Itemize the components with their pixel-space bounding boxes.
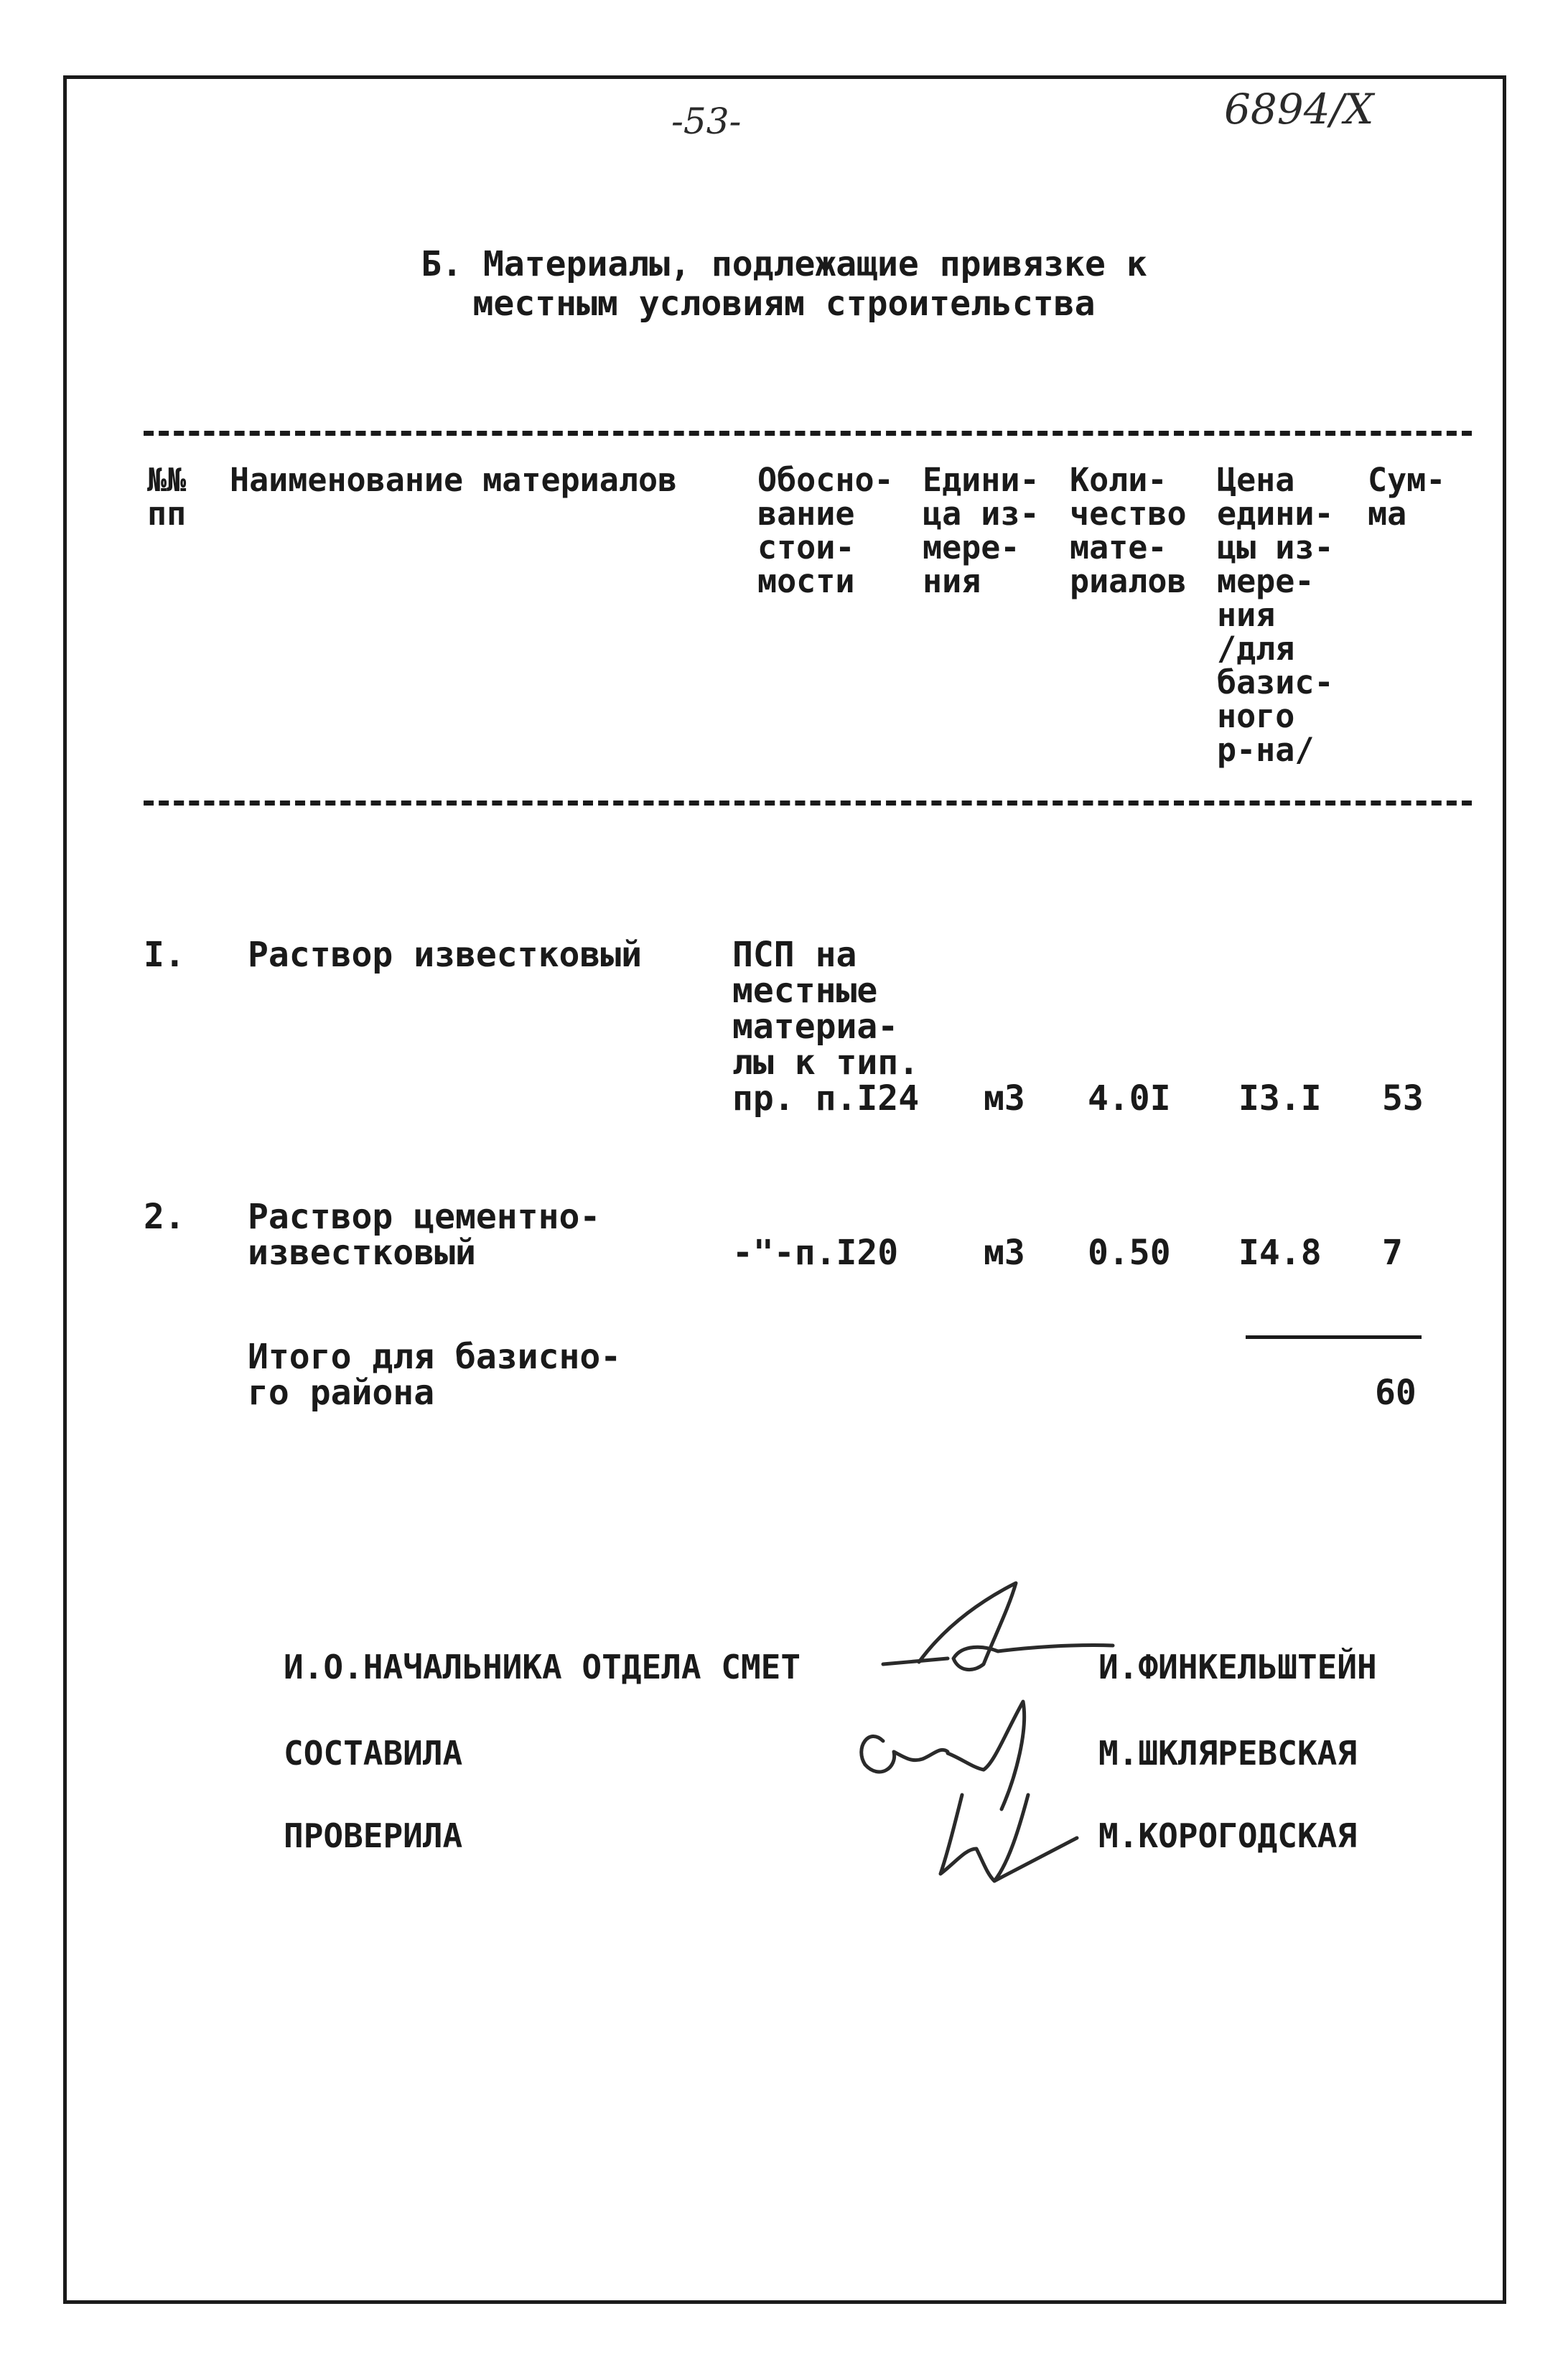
row-2-quantity: 0.50 <box>1088 1233 1171 1273</box>
section-title-line2: местным условиям строительства <box>472 284 1096 324</box>
signature-role-2: СОСТАВИЛА <box>284 1734 463 1773</box>
header-price: Цена едини- цы из- мере- ния /для базис- ного р-на/ <box>1217 461 1334 769</box>
header-quantity: Коли- чество мате- риалов <box>1070 461 1187 600</box>
header-unit: Едини- ца из- мере- ния <box>923 461 1040 600</box>
total-rule <box>1246 1335 1422 1339</box>
signature-role-1: И.О.НАЧАЛЬНИКА ОТДЕЛА СМЕТ <box>284 1648 801 1686</box>
row-1-basis: ПСП на местные материа- лы к тип. пр. п.I24 <box>732 935 920 1119</box>
row-1-sum: 53 <box>1382 1078 1424 1119</box>
row-1-number: I. <box>144 935 185 975</box>
row-2-sum: 7 <box>1382 1233 1403 1273</box>
handwritten-signatures <box>840 1579 1127 1888</box>
row-2-basis: -"-п.I20 <box>732 1233 899 1273</box>
row-2-name: Раствор цементно- известковый <box>248 1197 601 1273</box>
header-sum: Сум- ма <box>1368 461 1446 533</box>
document-number: 6894/X <box>1224 85 1374 134</box>
row-1-price: I3.I <box>1238 1078 1322 1119</box>
row-2-unit: м3 <box>984 1233 1025 1273</box>
row-2-price: I4.8 <box>1238 1233 1322 1273</box>
section-title-line1: Б. Материалы, подлежащие привязке к <box>421 244 1147 284</box>
page-border <box>63 75 1506 2304</box>
signature-name-1: И.ФИНКЕЛЬШТЕЙН <box>1098 1648 1377 1686</box>
row-1-unit: м3 <box>984 1078 1025 1119</box>
header-number: №№ пп <box>147 461 187 533</box>
signature-name-2: М.ШКЛЯРЕВСКАЯ <box>1098 1734 1358 1773</box>
row-2-number: 2. <box>144 1197 185 1237</box>
header-bottom-divider <box>144 801 1472 806</box>
header-basis: Обосно- вание стои- мости <box>757 461 894 600</box>
signature-role-3: ПРОВЕРИЛА <box>284 1816 463 1855</box>
signature-name-3: М.КОРОГОДСКАЯ <box>1098 1816 1358 1855</box>
page-number: -53- <box>671 101 742 142</box>
header-top-divider <box>144 431 1472 436</box>
row-1-quantity: 4.0I <box>1088 1078 1171 1119</box>
total-label: Итого для базисно- го района <box>248 1337 622 1413</box>
total-value: 60 <box>1375 1373 1417 1413</box>
header-name: Наименование материалов <box>230 461 678 499</box>
row-1-name: Раствор известковый <box>248 935 643 975</box>
